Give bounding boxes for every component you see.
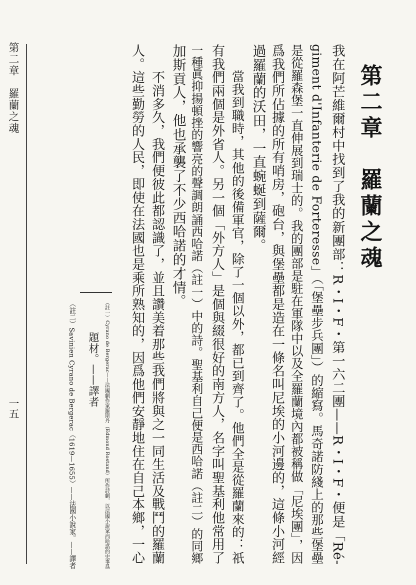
footnote-1-line-2: 題材。——譯者 <box>87 332 100 407</box>
page-number: 一五 <box>7 398 20 419</box>
body-line-3: 是從羅森堡一直伸展到瑞士的。我的團部是駐在軍隊中以及全羅蘭境內都被稱做「尼埃團」，因 <box>289 44 304 565</box>
body-line-7: 有我們兩個是外省人。另一個「外方人」是個與綴很好的南方人，名字叫聖基利他常用了 <box>209 44 225 565</box>
body-line-4: 爲我們所佔據的所有哨房，砲台，與堡壘都是造在一條名叫尼埃的小河邊的，這條小河經 <box>269 44 285 565</box>
body-line-9: 加斯貢人，他也承襲了不少西哈諾的才情。 <box>169 44 186 309</box>
margin-rule <box>26 44 27 564</box>
footnote-1-line-1 <box>104 300 109 569</box>
body-line-11: 人。這些勤勞的人民，即使在法國也是乘所熟知的，因爲他們安靜地住在自己本鄉，一心 <box>129 44 145 565</box>
body-line-8: 一種眞抑揚頓挫的響亮的聲調朗誦西哈諾（註一）中的詩。聖基利自己便是西哈諾（註二）的同鄉 <box>189 44 204 565</box>
body-line-6: 當我到職時，其他的後備軍官，除了一個以外，都已到齊了。他們全是從羅蘭來的：祇 <box>229 44 245 565</box>
footnote-separator <box>80 292 112 293</box>
body-line-2: giment d'Infanterie de Forteresse」（「堡壘步兵團」）的縮寫。馬奇諾防綫上的那些堡壘 <box>309 44 325 565</box>
body-line-5: 過羅蘭的沃田，一直蜿蜒到薩爾。 <box>249 44 266 253</box>
chapter-title: 第二章 羅蘭之魂 <box>357 64 382 272</box>
footnote-1-label: （註一） <box>103 300 110 321</box>
footnote-1-text: Cyrano de Bergerac——法國劇作家羅斯丹（Edmond Rostand）所作詩劇，以法國小說家西哈諾的史事爲 <box>103 320 110 570</box>
footnote-2-label: （註二） <box>67 300 76 328</box>
footnote-2-line-1 <box>68 300 75 569</box>
body-line-10: 不消多久，我們便彼此都認識了，並且讚美着那些我們將與之一同生活及戰鬥的羅蘭 <box>149 44 165 565</box>
body-line-1: 我在阿芒維爾村中找到了我的新團部：R・I・F・第一六二團——R・I・F・便是「Ré- <box>329 44 345 565</box>
footnote-2-text: Savinien Cyrano de Bergerac（1619—1655）——法國小說家。——譯者 <box>67 327 76 570</box>
running-header: 第二章 羅蘭之魂 <box>7 42 20 134</box>
